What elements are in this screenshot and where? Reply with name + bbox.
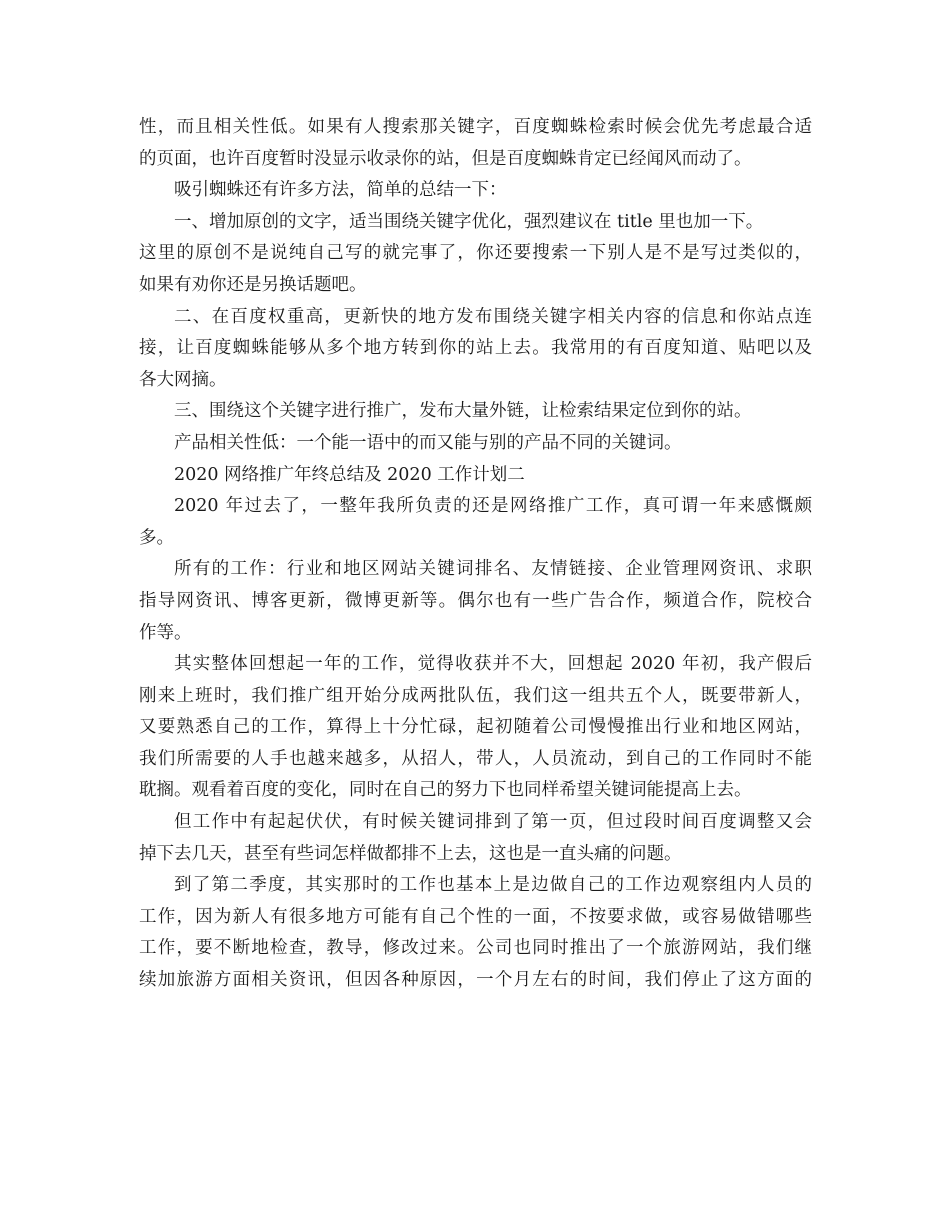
text-line: 如果有劝你还是另换话题吧。 [139,274,367,295]
text-line: 续加旅游方面相关资讯，但因各种原因，一个月左右的时间，我们停止了这方面的 [139,970,812,991]
text-line: 其实整体回想起一年的工作，觉得收获并不大，回想起 2020 年初，我产假后 [174,654,812,675]
text-line: 二、在百度权重高，更新快的地方发布围绕关键字相关内容的信息和你站点连 [174,306,812,327]
text-line: 作等。 [139,622,192,643]
text-line: 到了第二季度，其实那时的工作也基本上是边做自己的工作边观察组内人员的 [174,875,812,896]
text-line: 但工作中有起起伏伏，有时候关键词排到了第一页，但过段时间百度调整又会 [174,812,812,833]
text-line: 掉下去几天，甚至有些词怎样做都排不上去，这也是一直头痛的问题。 [139,843,682,864]
text-line: 又要熟悉自己的工作，算得上十分忙碌，起初随着公司慢慢推出行业和地区网站， [139,717,812,738]
text-line: 耽搁。观看着百度的变化，同时在自己的努力下也同样希望关键词能提高上去。 [139,780,752,801]
text-line: 这里的原创不是说纯自己写的就完事了，你还要搜索一下别人是不是写过类似的， [139,243,812,264]
text-line: 一、增加原创的文字，适当围绕关键字优化，强烈建议在 title 里也加一下。 [174,211,764,232]
text-line: 接，让百度蜘蛛能够从多个地方转到你的站上去。我常用的有百度知道、贴吧以及 [139,338,812,359]
text-line: 性，而且相关性低。如果有人搜索那关键字，百度蜘蛛检索时候会优先考虑最合适 [139,117,812,137]
text-line: 我们所需要的人手也越来越多，从招人，带人，人员流动，到自己的工作同时不能 [139,748,812,769]
text-line: 三、围绕这个关键字进行推广，发布大量外链，让检索结果定位到你的站。 [174,401,752,422]
text-line: 吸引蜘蛛还有许多方法，简单的总结一下： [174,180,507,201]
text-line: 所有的工作：行业和地区网站关键词排名、友情链接、企业管理网资讯、求职 [174,559,812,580]
text-line: 的页面，也许百度暂时没显示收录你的站，但是百度蜘蛛肯定已经闻风而动了。 [139,148,752,169]
document-body [139,112,812,997]
text-line: 2020 年过去了，一整年我所负责的还是网络推广工作，真可谓一年来感慨颇 [174,496,812,517]
text-line: 工作，因为新人有很多地方可能有自己个性的一面，不按要求做，或容易做错哪些 [139,906,812,927]
text-line: 工作，要不断地检查，教导，修改过来。公司也同时推出了一个旅游网站，我们继 [139,938,812,959]
text-line: 指导网资讯、博客更新，微博更新等。偶尔也有一些广告合作，频道合作，院校合 [139,590,812,611]
text-line: 多。 [139,527,174,548]
text-line: 产品相关性低：一个能一语中的而又能与别的产品不同的关键词。 [174,432,682,453]
text-line: 各大网摘。 [139,369,227,390]
text-line: 刚来上班时，我们推广组开始分成两批队伍，我们这一组共五个人，既要带新人， [139,685,812,706]
section-heading: 2020 网络推广年终总结及 2020 工作计划二 [174,464,525,485]
